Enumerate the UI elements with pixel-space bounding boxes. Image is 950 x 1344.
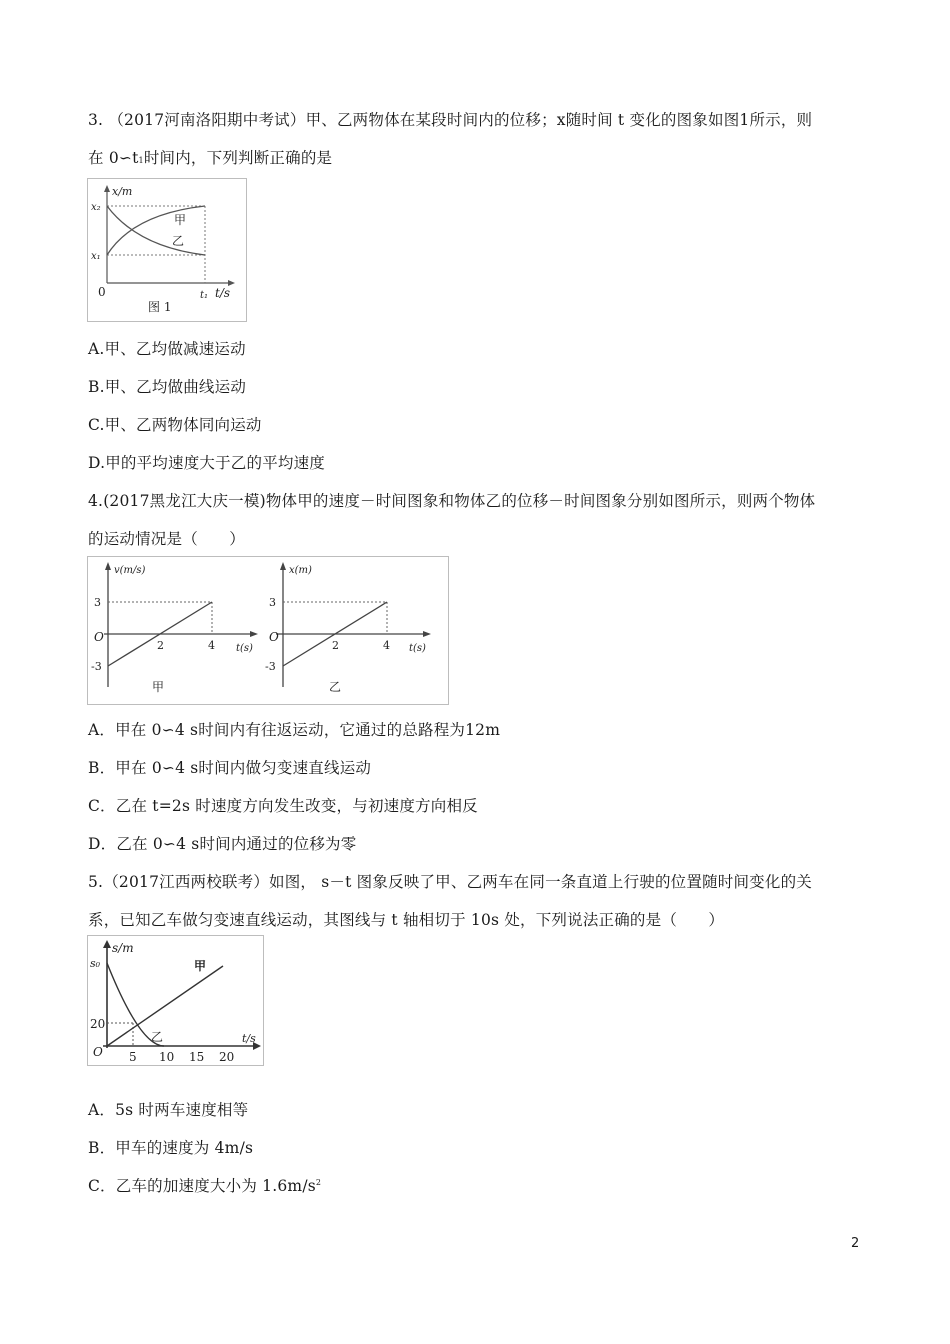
- q5-twenty-y-label: 20: [90, 1017, 106, 1031]
- q4-right-neg-three: -3: [265, 660, 276, 673]
- q3-y-arrow: [104, 185, 110, 192]
- q3-curve-yi: [107, 206, 205, 255]
- q5-tick-20: 20: [219, 1050, 235, 1064]
- q4-figure: [87, 556, 449, 705]
- q4-option-d: D．乙在 0∽4 s时间内通过的位移为零: [88, 835, 357, 853]
- q3-option-d: D.甲的平均速度大于乙的平均速度: [88, 454, 326, 472]
- q5-option-b: B．甲车的速度为 4m/s: [88, 1139, 254, 1157]
- q4-left-graph: [91, 562, 258, 694]
- q4-right-four: 4: [383, 639, 390, 652]
- q5-option-c-text: C．乙车的加速度大小为 1.6m/s: [88, 1177, 316, 1195]
- q3-stem-line2-post: 时间内，下列判断正确的是: [143, 149, 333, 167]
- q3-option-a: A.甲、乙均做减速运动: [88, 340, 246, 358]
- q3-t-axis-label: t/s: [215, 286, 231, 300]
- q4-right-caption: 乙: [329, 680, 342, 694]
- q4-left-x-arrow: [250, 631, 258, 637]
- q4-right-origin: O: [269, 630, 279, 644]
- q4-left-y-label: v(m/s): [114, 565, 146, 576]
- q3-curve-jia: [107, 206, 205, 255]
- q4-left-x-label: t(s): [236, 643, 253, 654]
- q3-x1-label: x₁: [91, 251, 101, 262]
- q4-left-three: 3: [94, 596, 101, 609]
- q4-left-y-arrow: [105, 562, 111, 570]
- q3-caption: 图 1: [148, 300, 172, 314]
- q4-left-caption: 甲: [152, 680, 165, 694]
- q5-tick-15: 15: [189, 1050, 205, 1064]
- page-number: 2: [851, 1236, 860, 1251]
- q3-stem-line2: [88, 146, 332, 168]
- q4-left-two: 2: [157, 639, 164, 652]
- q3-yi-label: 乙: [172, 234, 185, 248]
- q3-origin-label: 0: [98, 285, 106, 299]
- q4-right-y-label: x(m): [289, 565, 312, 576]
- q3-x2-label: x₂: [91, 202, 101, 213]
- q4-right-x-label: t(s): [409, 643, 426, 654]
- q5-option-a: A．5s 时两车速度相等: [88, 1101, 249, 1119]
- q4-left-four: 4: [208, 639, 215, 652]
- q4-right-x-arrow: [423, 631, 431, 637]
- q5-line-jia: [107, 966, 223, 1046]
- q3-option-c: C.甲、乙两物体同向运动: [88, 416, 262, 434]
- q4-right-two: 2: [332, 639, 339, 652]
- q5-y-arrow: [103, 940, 111, 948]
- q3-option-b: B.甲、乙均做曲线运动: [88, 378, 247, 396]
- q4-right-three: 3: [269, 596, 276, 609]
- q3-y-label: x/m: [112, 185, 133, 198]
- q5-yi-label: 乙: [151, 1030, 164, 1044]
- q5-y-label: s/m: [112, 941, 134, 955]
- q4-right-y-arrow: [280, 562, 286, 570]
- q5-origin-label: O: [93, 1045, 103, 1059]
- q5-stem-line1: 5.（2017江西两校联考）如图， s－t 图象反映了甲、乙两车在同一条直道上行驶的位置随时间变化的关: [88, 873, 812, 891]
- q3-jia-label: 甲: [174, 213, 187, 227]
- q3-figure: [87, 178, 247, 322]
- q3-t1-label: t₁: [200, 290, 209, 301]
- q5-option-c: [88, 1174, 321, 1196]
- q4-right-graph: [265, 562, 431, 694]
- q4-stem-line1: 4.(2017黑龙江大庆一模)物体甲的速度－时间图象和物体乙的位移－时间图象分别如图所示，则两个物体: [88, 492, 816, 510]
- q3-stem-line2-sub: 1: [138, 156, 144, 165]
- q4-option-c: C．乙在 t=2s 时速度方向发生改变，与初速度方向相反: [88, 797, 478, 815]
- q4-graphs: [88, 557, 448, 704]
- q5-tick-5: 5: [129, 1050, 137, 1064]
- q5-stem-line2: 系，已知乙车做匀变速直线运动，其图线与 t 轴相切于 10s 处，下列说法正确的是（ ）: [88, 911, 725, 929]
- q4-option-b: B．甲在 0∽4 s时间内做匀变速直线运动: [88, 759, 372, 777]
- q5-figure: [87, 935, 264, 1066]
- q4-stem-line2: 的运动情况是（ ）: [88, 530, 246, 548]
- q4-option-a: A．甲在 0∽4 s时间内有往返运动，它通过的总路程为12m: [88, 721, 501, 739]
- q4-left-origin: O: [94, 630, 104, 644]
- q3-stem-line2-pre: 在 0∽t: [88, 149, 139, 167]
- q5-tick-10: 10: [159, 1050, 175, 1064]
- q5-s0-label: s₀: [90, 957, 101, 970]
- q5-graph: [88, 936, 263, 1065]
- q5-x-label: t/s: [242, 1032, 256, 1045]
- q3-graph: [88, 179, 246, 321]
- q5-option-c-superscript: 2: [315, 1177, 322, 1187]
- q5-jia-label: 甲: [194, 959, 207, 973]
- q4-left-neg-three: -3: [91, 660, 102, 673]
- q3-stem-line1: 3. （2017河南洛阳期中考试）甲、乙两物体在某段时间内的位移；x随时间 t 变化的图象如图1所示，则: [88, 111, 813, 129]
